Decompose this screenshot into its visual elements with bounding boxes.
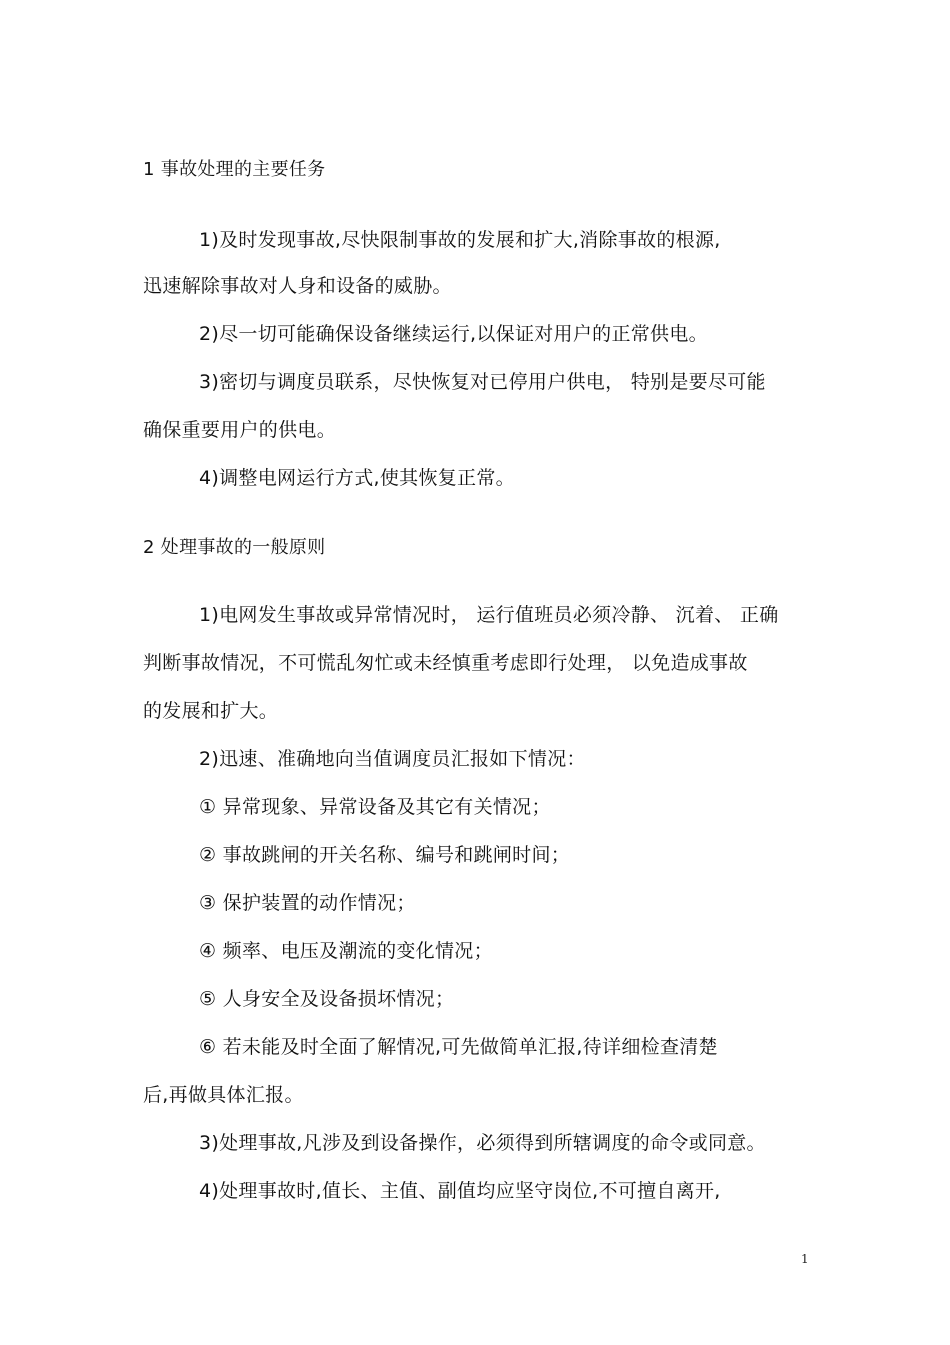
section-2-item-1-line-1: 1)电网发生事故或异常情况时， 运行值班员必须冷静、 沉着、 正确 <box>199 604 779 626</box>
section-2-item-1-line-2: 判断事故情况，不可慌乱匆忙或未经慎重考虑即行处理， 以免造成事故 <box>143 652 748 674</box>
section-1-item-1-line-2: 迅速解除事故对人身和设备的威胁。 <box>143 275 452 297</box>
section-1-item-3-line-1: 3)密切与调度员联系，尽快恢复对已停用户供电， 特别是要尽可能 <box>199 371 766 393</box>
section-2-sub-item-6-line-2: 后,再做具体汇报。 <box>143 1084 304 1106</box>
section-1-item-4: 4)调整电网运行方式,使其恢复正常。 <box>199 467 515 489</box>
section-2-heading: 2 处理事故的一般原则 <box>143 537 326 558</box>
section-1-heading: 1 事故处理的主要任务 <box>143 159 326 180</box>
section-2-item-1-line-3: 的发展和扩大。 <box>143 700 279 722</box>
section-2-sub-item-1: ① 异常现象、异常设备及其它有关情况； <box>199 796 551 818</box>
section-2-item-2: 2)迅速、准确地向当值调度员汇报如下情况： <box>199 748 586 770</box>
page-number: 1 <box>801 1252 809 1266</box>
section-2-sub-item-5: ⑤ 人身安全及设备损坏情况； <box>199 988 455 1010</box>
section-2-item-3: 3)处理事故,凡涉及到设备操作，必须得到所辖调度的命令或同意。 <box>199 1132 766 1154</box>
section-2-item-4: 4)处理事故时,值长、主值、副值均应坚守岗位,不可擅自离开, <box>199 1180 721 1202</box>
section-2-sub-item-2: ② 事故跳闸的开关名称、编号和跳闸时间； <box>199 844 571 866</box>
section-1-item-1-line-1: 1)及时发现事故,尽快限制事故的发展和扩大,消除事故的根源, <box>199 229 721 251</box>
section-2-sub-item-3: ③ 保护装置的动作情况； <box>199 892 416 914</box>
section-1-item-3-line-2: 确保重要用户的供电。 <box>143 419 337 441</box>
section-2-sub-item-6-line-1: ⑥ 若未能及时全面了解情况,可先做简单汇报,待详细检查清楚 <box>199 1036 718 1058</box>
section-1-item-2: 2)尽一切可能确保设备继续运行,以保证对用户的正常供电。 <box>199 323 708 345</box>
section-2-sub-item-4: ④ 频率、电压及潮流的变化情况； <box>199 940 493 962</box>
